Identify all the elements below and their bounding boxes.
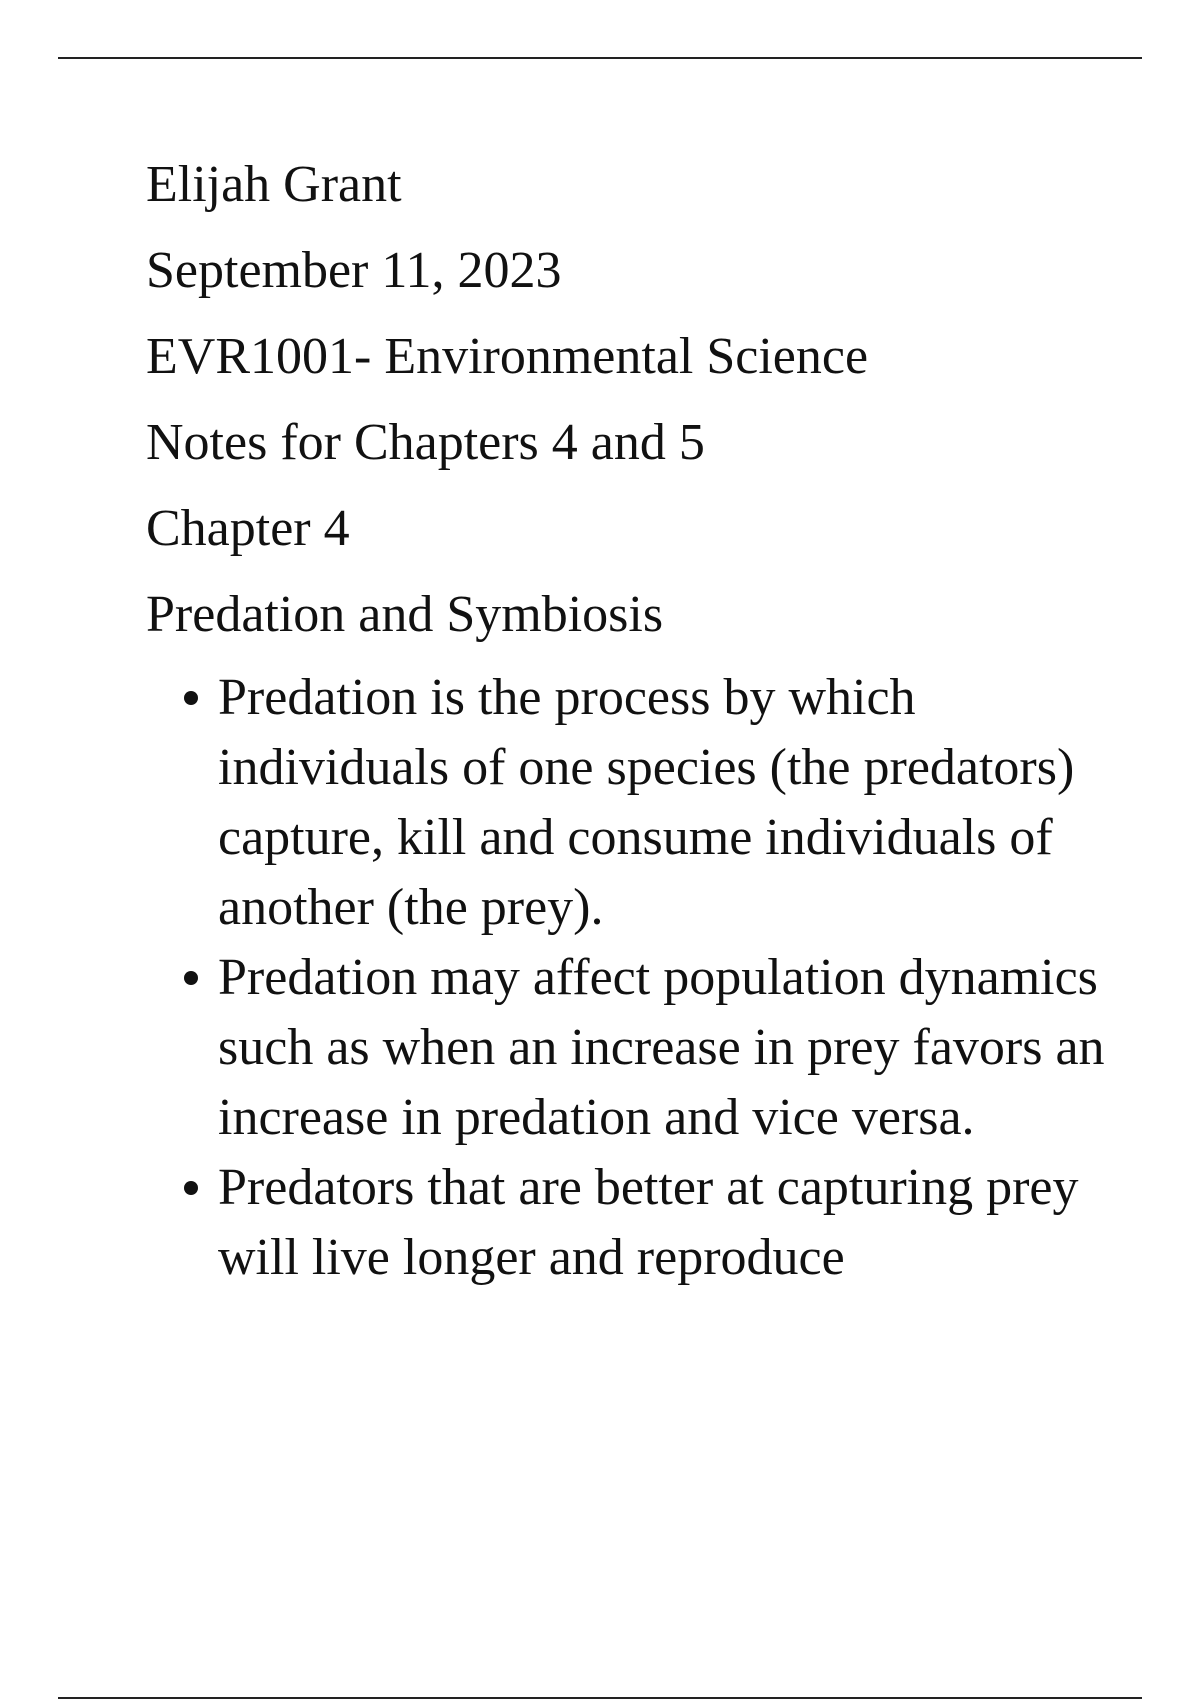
list-item <box>146 1153 1106 1293</box>
course-title: EVR1001- Environmental Science <box>146 328 869 385</box>
list-item <box>146 663 1106 943</box>
document-body <box>146 142 1146 1293</box>
chapter-heading: Chapter 4 <box>146 500 350 557</box>
bottom-rule <box>58 1697 1142 1699</box>
section-heading: Predation and Symbiosis <box>146 586 664 643</box>
bullet-icon <box>184 1181 198 1195</box>
list-item <box>146 943 1106 1153</box>
document-date: September 11, 2023 <box>146 242 562 299</box>
bullet-list <box>146 663 1106 1293</box>
author-name: Elijah Grant <box>146 156 402 213</box>
bullet-icon <box>184 691 198 705</box>
bullet-text: Predation may affect population dynamics such as when an increase in prey favors an increase in predation and vice versa. <box>218 949 1105 1146</box>
bullet-icon <box>184 971 198 985</box>
notes-title: Notes for Chapters 4 and 5 <box>146 414 705 471</box>
top-rule <box>58 57 1142 59</box>
bullet-text: Predators that are better at capturing prey will live longer and reproduce <box>218 1159 1079 1286</box>
bullet-text: Predation is the process by which individuals of one species (the predators) capture, kill and consume individuals of another (the prey). <box>218 669 1075 936</box>
